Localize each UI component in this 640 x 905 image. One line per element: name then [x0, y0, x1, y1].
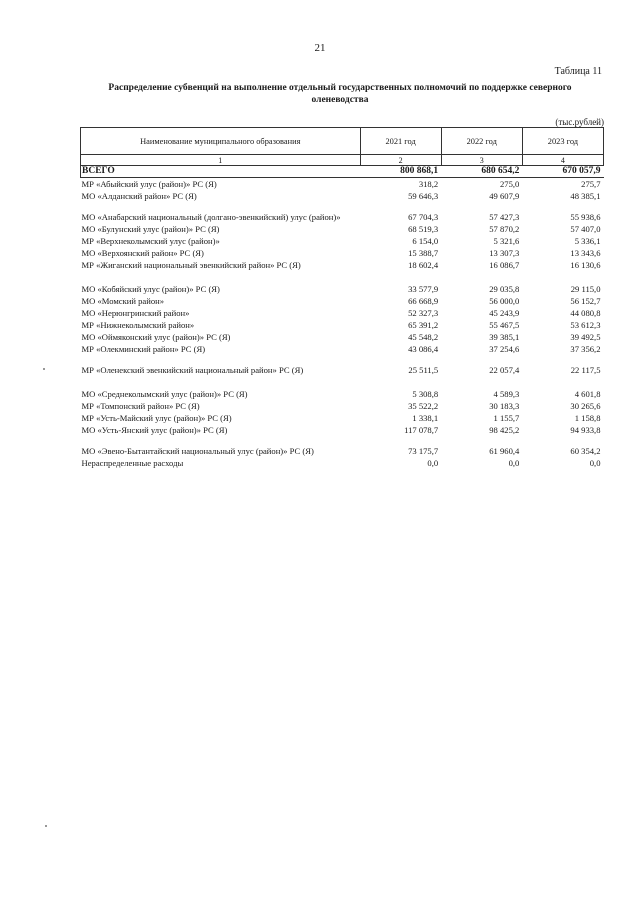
value-2021: 0,0	[427, 458, 439, 468]
header-name: Наименование муниципального образования	[81, 128, 361, 155]
municipality-name: МР «Томпонский район» РС (Я)	[81, 401, 200, 411]
municipality-name: МО «Булунский улус (район)» РС (Я)	[81, 224, 220, 234]
municipality-name: МО «Эвено-Бытантайский национальный улус (район)» РС (Я)	[81, 446, 314, 456]
total-label: ВСЕГО	[81, 166, 361, 178]
value-2021: 18 602,4	[408, 260, 439, 270]
value-2022: 29 035,8	[489, 284, 520, 294]
value-2021: 25 511,5	[408, 365, 439, 375]
total-2021: 800 868,1	[360, 166, 441, 178]
value-2021: 318,2	[418, 179, 439, 189]
value-2023: 30 265,6	[570, 401, 601, 411]
table-row	[81, 307, 604, 319]
table-title: Распределение субвенций на выполнение отдельный государственных полномочий по поддержке северного оленеводства	[108, 83, 572, 105]
value-2021: 65 391,2	[408, 320, 439, 330]
page-number: 21	[314, 42, 326, 54]
value-2023: 0,0	[589, 458, 601, 468]
municipality-name: Нераспределенные расходы	[81, 458, 184, 468]
table-row	[81, 400, 604, 412]
value-2022: 13 307,3	[489, 248, 520, 258]
value-2021: 52 327,3	[408, 308, 439, 318]
value-2022: 275,0	[499, 179, 520, 189]
municipality-name: МР «Верхнеколымский улус (район)»	[81, 236, 220, 246]
value-2022: 37 254,6	[489, 344, 520, 354]
value-2022	[441, 376, 522, 388]
table-row	[81, 319, 604, 331]
value-2023: 56 152,7	[570, 296, 601, 306]
municipality-name: МО «Анабарский национальный (долгано-эвенкийский) улус (район)»	[81, 212, 341, 222]
value-2021: 59 646,3	[408, 191, 439, 201]
units-label: (тыс.рублей)	[555, 117, 604, 127]
value-2023: 16 130,6	[570, 260, 601, 270]
value-2023: 1 158,8	[574, 413, 601, 423]
municipality-name: МО «Верхоянский район» РС (Я)	[81, 248, 204, 258]
value-2021: 35 522,2	[408, 401, 439, 411]
municipality-name: МР «Усть-Майский улус (район)» РС (Я)	[81, 413, 232, 423]
value-2021: 45 548,2	[408, 332, 439, 342]
table-row	[81, 424, 604, 436]
table-row	[81, 388, 604, 400]
value-2023: 5 336,1	[574, 236, 601, 246]
value-2021: 33 577,9	[408, 284, 439, 294]
table-row	[81, 355, 604, 376]
header-2021: 2021 год	[360, 128, 441, 155]
table-row	[81, 259, 604, 271]
table-row	[81, 223, 604, 235]
value-2022: 16 086,7	[489, 260, 520, 270]
header-2023: 2023 год	[522, 128, 603, 155]
municipality-name: МО «Среднеколымский улус (район)» РС (Я)	[81, 389, 248, 399]
table-header-row	[81, 128, 604, 155]
municipality-name: МР «Жиганский национальный эвенкийский район» РС (Я)	[81, 260, 301, 270]
value-2021: 67 704,3	[408, 212, 439, 222]
municipality-name: МО «Оймяконский улус (район)» РС (Я)	[81, 332, 231, 342]
table-row	[81, 177, 604, 190]
column-number: 4	[522, 155, 603, 166]
value-2021: 66 668,9	[408, 296, 439, 306]
subsidy-table	[80, 127, 604, 469]
value-2021	[360, 271, 441, 283]
value-2023: 48 385,1	[570, 191, 601, 201]
value-2021	[360, 376, 441, 388]
value-2022: 0,0	[508, 458, 520, 468]
column-number: 2	[360, 155, 441, 166]
table-row	[81, 283, 604, 295]
scan-speck	[45, 825, 47, 827]
value-2022: 61 960,4	[489, 446, 520, 456]
municipality-name	[81, 271, 361, 283]
value-2023	[522, 376, 603, 388]
value-2023: 57 407,0	[570, 224, 601, 234]
total-row	[81, 166, 604, 178]
table-row	[81, 457, 604, 469]
table-row	[81, 190, 604, 202]
value-2022: 98 425,2	[489, 425, 520, 435]
spacer-row	[81, 376, 604, 388]
value-2021: 68 519,3	[408, 224, 439, 234]
municipality-name: МО «Усть-Янский улус (район)» РС (Я)	[81, 425, 228, 435]
value-2023: 22 117,5	[570, 365, 601, 375]
municipality-name: МО «Момский район»	[81, 296, 165, 306]
value-2022: 4 589,3	[493, 389, 520, 399]
value-2022: 5 321,6	[493, 236, 520, 246]
table-label: Таблица 11	[554, 66, 602, 77]
spacer-row	[81, 271, 604, 283]
value-2023: 60 354,2	[570, 446, 601, 456]
municipality-name: МО «Нерюнгринский район»	[81, 308, 190, 318]
value-2023: 4 601,8	[574, 389, 601, 399]
value-2022: 39 385,1	[489, 332, 520, 342]
value-2021: 117 078,7	[404, 425, 439, 435]
column-number-row	[81, 155, 604, 166]
column-number: 1	[81, 155, 361, 166]
table-row	[81, 247, 604, 259]
municipality-name: МО «Кобяйский улус (район)» РС (Я)	[81, 284, 220, 294]
scan-speck	[43, 368, 45, 370]
table-row	[81, 331, 604, 343]
table-row	[81, 436, 604, 457]
municipality-name: МР «Нижнеколымский район»	[81, 320, 195, 330]
value-2023	[522, 271, 603, 283]
value-2022: 1 155,7	[493, 413, 520, 423]
municipality-name: МО «Алданский район» РС (Я)	[81, 191, 197, 201]
value-2021: 15 388,7	[408, 248, 439, 258]
value-2023: 44 080,8	[570, 308, 601, 318]
total-2023: 670 057,9	[522, 166, 603, 178]
value-2023: 275,7	[581, 179, 601, 189]
value-2022: 45 243,9	[489, 308, 520, 318]
table-row	[81, 295, 604, 307]
municipality-name	[81, 376, 361, 388]
value-2021: 43 086,4	[408, 344, 439, 354]
value-2023: 29 115,0	[570, 284, 601, 294]
value-2021: 5 308,8	[412, 389, 439, 399]
column-number: 3	[441, 155, 522, 166]
value-2021: 6 154,0	[412, 236, 439, 246]
table-row	[81, 343, 604, 355]
value-2023: 13 343,6	[570, 248, 601, 258]
value-2023: 39 492,5	[570, 332, 601, 342]
municipality-name: МР «Абыйский улус (район)» РС (Я)	[81, 179, 217, 189]
total-2022: 680 654,2	[441, 166, 522, 178]
value-2022: 55 467,5	[489, 320, 520, 330]
value-2022: 30 183,3	[489, 401, 520, 411]
table-row	[81, 202, 604, 223]
value-2022: 57 427,3	[489, 212, 520, 222]
value-2023: 53 612,3	[570, 320, 601, 330]
value-2022: 56 000,0	[489, 296, 520, 306]
value-2023: 94 933,8	[570, 425, 601, 435]
value-2021: 73 175,7	[408, 446, 439, 456]
table-row	[81, 235, 604, 247]
value-2022: 22 057,4	[489, 365, 520, 375]
value-2023: 37 356,2	[570, 344, 601, 354]
header-2022: 2022 год	[441, 128, 522, 155]
value-2021: 1 338,1	[412, 413, 439, 423]
value-2022: 49 607,9	[489, 191, 520, 201]
value-2023: 55 938,6	[570, 212, 601, 222]
municipality-name: МР «Олекминский район» РС (Я)	[81, 344, 206, 354]
value-2022: 57 870,2	[489, 224, 520, 234]
municipality-name: МР «Оленекский эвенкийский национальный район» РС (Я)	[81, 365, 304, 375]
table-row	[81, 412, 604, 424]
value-2022	[441, 271, 522, 283]
